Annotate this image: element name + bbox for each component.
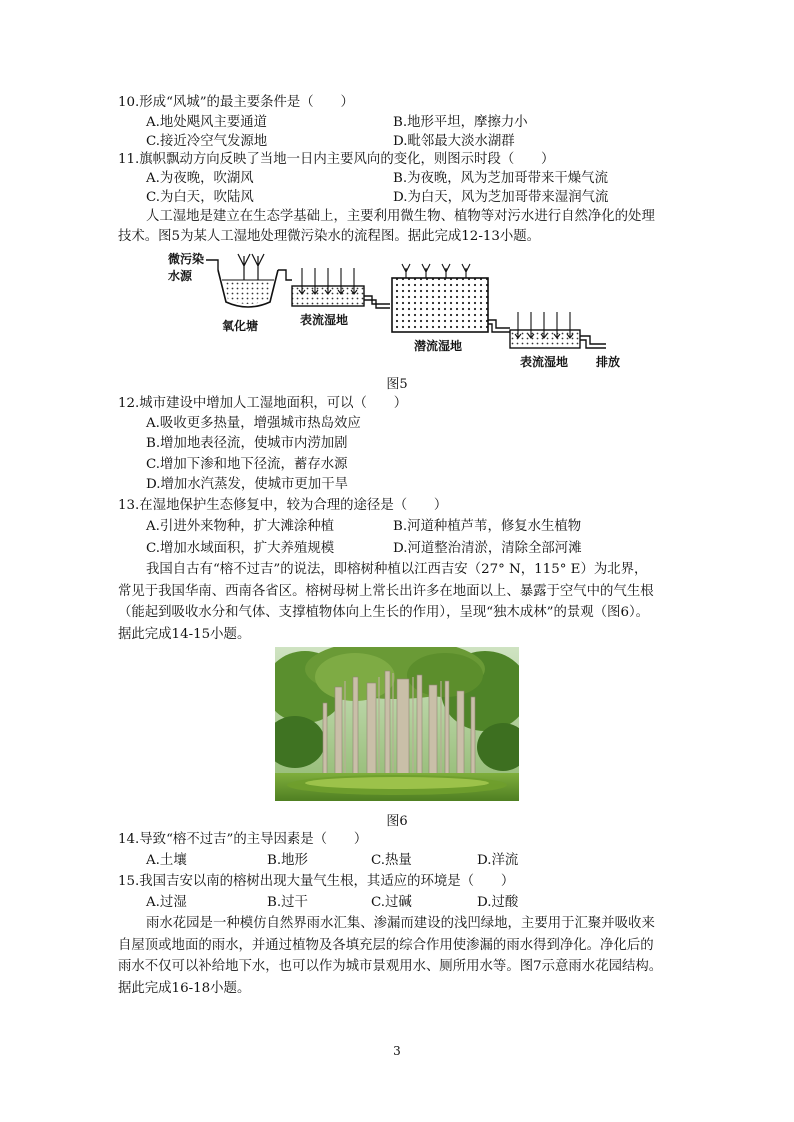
surface-wetland-1 <box>292 268 364 306</box>
q11-stem: 11.旗帜飘动方向反映了当地一日内主要风向的变化，则图示时段（ ） <box>118 152 555 167</box>
q10-option-b: B.地形平坦，摩擦力小 <box>393 115 528 130</box>
q15-option-c: C.过碱 <box>371 895 412 910</box>
q10-option-a: A.地处飓风主要通道 <box>146 115 268 130</box>
fig5-label-discharge: 排放 <box>596 355 621 369</box>
q10-option-d: D.毗邻最大淡水湖群 <box>393 134 515 149</box>
q14-option-c: C.热量 <box>371 853 412 868</box>
q15-option-a: A.过湿 <box>146 895 187 910</box>
q12-option-d: D.增加水汽蒸发，使城市更加干旱 <box>146 477 348 492</box>
q11-option-a: A.为夜晚，吹湖风 <box>146 171 254 186</box>
fig5-label-subsurface: 潜流湿地 <box>414 339 463 353</box>
surface-wetland-2 <box>510 312 580 348</box>
intro16-line1: 雨水花园是一种模仿自然界雨水汇集、渗漏而建设的浅凹绿地，主要用于汇聚并吸收来 <box>146 916 655 931</box>
fig5-label-source-2: 水源 <box>168 269 193 283</box>
q14-option-b: B.地形 <box>267 853 308 868</box>
q11-option-c: C.为白天，吹陆风 <box>146 190 254 205</box>
fig5-label-source-1: 微污染 <box>168 252 205 266</box>
intro14-line4: 据此完成14-15小题。 <box>118 627 251 642</box>
figure-5-diagram <box>160 246 636 372</box>
figure-5-caption: 图5 <box>386 377 408 392</box>
figure-6-caption: 图6 <box>386 814 408 829</box>
q12-stem: 12.城市建设中增加人工湿地面积，可以（ ） <box>118 396 408 411</box>
intro12-line1: 人工湿地是建立在生态学基础上，主要利用微生物、植物等对污水进行自然净化的处理 <box>146 209 655 224</box>
page-number: 3 <box>393 1044 401 1058</box>
q14-option-a: A.土壤 <box>146 853 187 868</box>
q11-option-d: D.为白天，风为芝加哥带来湿润气流 <box>393 190 609 205</box>
intro14-line1: 我国自古有“榕不过吉”的说法，即榕树种植以江西吉安（27° N，115° E）为北界， <box>146 562 648 577</box>
q13-option-b: B.河道种植芦苇，修复水生植物 <box>393 519 582 534</box>
q13-option-d: D.河道整治清淤，清除全部河滩 <box>393 541 582 556</box>
figure-6-banyan-photo <box>275 647 519 801</box>
q12-option-c: C.增加下渗和地下径流，蓄存水源 <box>146 457 348 472</box>
intro16-line2: 自屋顶或地面的雨水，并通过植物及各填充层的综合作用使渗漏的雨水得到净化。净化后的 <box>118 938 654 953</box>
oxidation-pond <box>218 254 278 307</box>
fig5-label-pond: 氧化塘 <box>222 319 259 333</box>
intro14-line2: 常见于我国华南、西南各省区。榕树母树上常长出许多在地面以上、暴露于空气中的气生根 <box>118 584 654 599</box>
q13-option-c: C.增加水域面积，扩大养殖规模 <box>146 541 335 556</box>
q10-stem: 10.形成“风城”的最主要条件是（ ） <box>118 95 354 110</box>
q14-option-d: D.洋流 <box>477 853 519 868</box>
intro16-line4: 据此完成16-18小题。 <box>118 981 251 996</box>
q15-option-d: D.过酸 <box>477 895 519 910</box>
subsurface-wetland <box>392 264 488 332</box>
q12-option-a: A.吸收更多热量，增强城市热岛效应 <box>146 416 361 431</box>
q13-option-a: A.引进外来物种，扩大滩涂种植 <box>146 519 335 534</box>
q10-option-c: C.接近冷空气发源地 <box>146 134 268 149</box>
q11-option-b: B.为夜晚，风为芝加哥带来干燥气流 <box>393 171 608 186</box>
fig5-label-surface-1: 表流湿地 <box>300 313 349 327</box>
q15-option-b: B.过干 <box>267 895 308 910</box>
q13-stem: 13.在湿地保护生态修复中，较为合理的途径是（ ） <box>118 498 448 513</box>
intro12-line2: 技术。图5为某人工湿地处理微污染水的流程图。据此完成12-13小题。 <box>118 229 541 244</box>
intro16-line3: 雨水不仅可以补给地下水，也可以作为城市景观用水、厕所用水等。图7示意雨水花园结构。 <box>118 959 663 974</box>
intro14-line3: （能起到吸收水分和气体、支撑植物体向上生长的作用），呈现“独木成林”的景观（图6）。 <box>118 605 650 620</box>
q12-option-b: B.增加地表径流，使城市内涝加剧 <box>146 436 348 451</box>
q14-stem: 14.导致“榕不过吉”的主导因素是（ ） <box>118 832 368 847</box>
q15-stem: 15.我国吉安以南的榕树出现大量气生根，其适应的环境是（ ） <box>118 874 515 889</box>
fig5-label-surface-2: 表流湿地 <box>520 355 569 369</box>
